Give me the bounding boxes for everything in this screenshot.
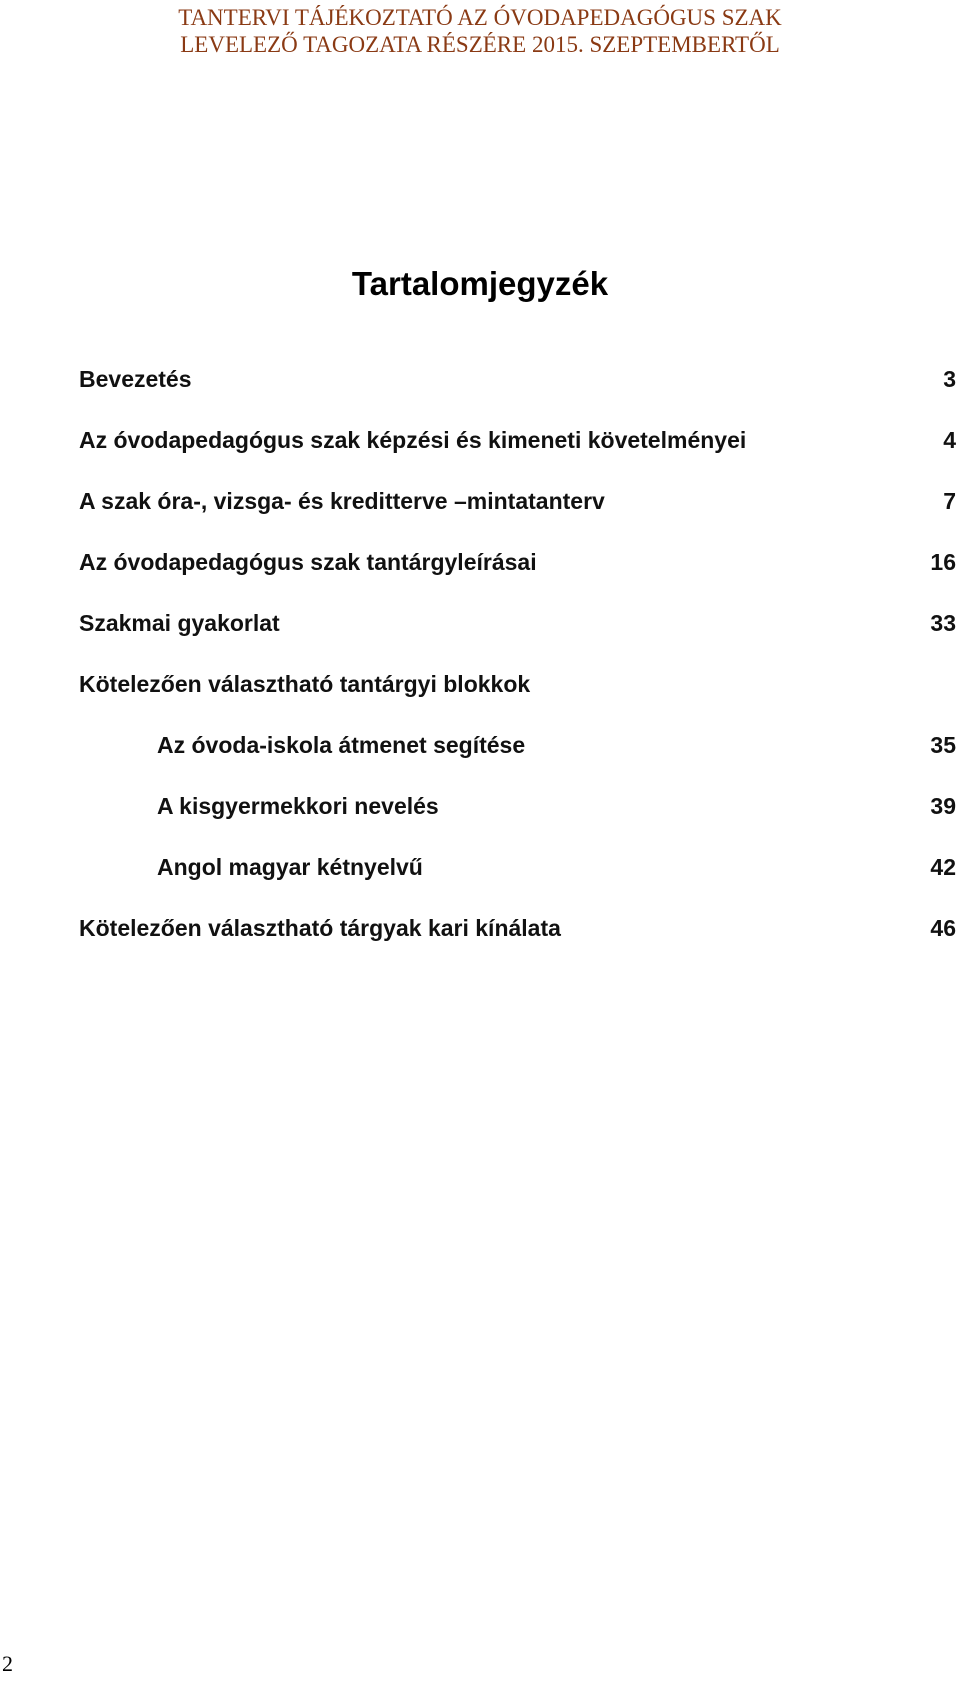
toc-subentry-kisgyermekkori[interactable] [79,792,956,853]
toc-entry-page: 33 [930,610,956,636]
toc-entry-page: 42 [930,854,956,880]
toc-entry-label: Az óvodapedagógus szak képzési és kimeneti követelményei [79,427,747,453]
document-header [0,4,960,58]
toc-entry-page: 3 [943,366,956,392]
toc-entry-label: Kötelezően választható tárgyak kari kínálata [79,915,561,941]
toc-entry-label: A kisgyermekkori nevelés [157,793,439,819]
toc-subentry-angol-magyar[interactable] [79,853,956,914]
toc-entry-label: Angol magyar kétnyelvű [157,854,423,880]
toc-entry-label: Szakmai gyakorlat [79,610,280,636]
toc-entry-label: A szak óra-, vizsga- és kreditterve –mintatanterv [79,488,605,514]
toc-entry-szakmai-gyakorlat[interactable] [79,609,956,670]
toc-entry-kari-kinalata[interactable] [79,914,956,975]
toc-entry-kovetelmenyek[interactable] [79,426,956,487]
table-of-contents [79,365,956,975]
toc-entry-page: 46 [930,915,956,941]
toc-entry-label: Az óvodapedagógus szak tantárgyleírásai [79,549,537,575]
toc-subentry-ovoda-iskola[interactable] [79,731,956,792]
toc-entry-page: 7 [943,488,956,514]
toc-title: Tartalomjegyzék [351,265,609,302]
toc-entry-page: 39 [930,793,956,819]
toc-entry-blokkok[interactable] [79,670,956,731]
toc-entry-tantargyleirasai[interactable] [79,548,956,609]
page-number: 2 [2,1651,13,1676]
toc-entry-label: Az óvoda-iskola átmenet segítése [157,732,526,758]
toc-entry-page: 16 [930,549,956,575]
toc-entry-label: Bevezetés [79,366,192,392]
toc-entry-mintatanterv[interactable] [79,487,956,548]
toc-entry-page: 35 [930,732,956,758]
header-line-2: LEVELEZŐ TAGOZATA RÉSZÉRE 2015. SZEPTEMBERTŐL [180,32,780,57]
header-line-1: TANTERVI TÁJÉKOZTATÓ AZ ÓVODAPEDAGÓGUS SZAK [178,5,782,30]
toc-entry-page: 4 [943,427,956,453]
toc-entry-bevezetes[interactable] [79,365,956,426]
toc-entry-label: Kötelezően választható tantárgyi blokkok [79,671,531,697]
